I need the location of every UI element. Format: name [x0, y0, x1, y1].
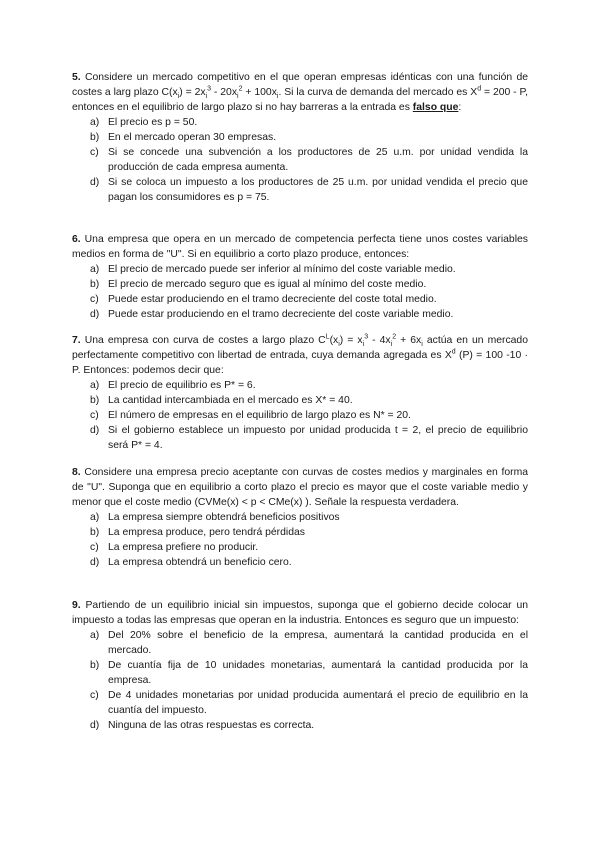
- question-7: [72, 333, 528, 453]
- option-item: [72, 307, 528, 322]
- option-item: [72, 378, 528, 393]
- question-9: [72, 598, 528, 733]
- option-text: El precio es p = 50.: [108, 117, 198, 128]
- option-text: Si se concede una subvención a los productores de 25 u.m. por unidad vendida la producción de cada empresa aumenta.: [108, 147, 528, 173]
- option-item: [72, 408, 528, 423]
- option-letter: d): [90, 177, 100, 188]
- question-6-stem: 6. Una empresa que opera en un mercado de competencia perfecta tiene unos costes variables medios en forma de "U". Si en equilibrio a corto plazo produce, entonces:: [72, 234, 528, 260]
- option-text: En el mercado operan 30 empresas.: [108, 132, 277, 143]
- question-number: 8.: [72, 467, 81, 478]
- option-text: Puede estar produciendo en el tramo decreciente del coste total medio.: [108, 294, 437, 305]
- option-item: [72, 277, 528, 292]
- question-number: 9.: [72, 600, 81, 611]
- option-item: [72, 292, 528, 307]
- option-item: [72, 393, 528, 408]
- option-letter: d): [90, 425, 100, 436]
- option-item: [72, 262, 528, 277]
- question-5: [72, 70, 528, 205]
- option-text: Si se coloca un impuesto a los productores de 25 u.m. por unidad vendida el precio que pagan los consumidores es p = 75.: [108, 177, 528, 203]
- falso-que-emphasis: falso que: [412, 102, 459, 113]
- question-5-options: [72, 115, 528, 205]
- question-number: 7.: [72, 335, 81, 346]
- option-text: Puede estar produciendo en el tramo decreciente del coste variable medio.: [108, 309, 454, 320]
- option-text: El precio de equilibrio es P* = 6.: [108, 380, 256, 391]
- option-letter: d): [90, 309, 100, 320]
- option-text: La empresa obtendrá un beneficio cero.: [108, 557, 292, 568]
- option-item: [72, 130, 528, 145]
- option-item: [72, 115, 528, 130]
- option-text: La empresa prefiere no producir.: [108, 542, 259, 553]
- option-item: [72, 718, 528, 733]
- option-text: La empresa produce, pero tendrá pérdidas: [108, 527, 305, 538]
- option-item: [72, 175, 528, 205]
- question-9-stem: 9. Partiendo de un equilibrio inicial sin impuestos, suponga que el gobierno decide colocar un impuesto a todas las empresas que operan en la industria. Entonces es seguro que un impuesto:: [72, 600, 528, 626]
- question-6-options: [72, 262, 528, 322]
- option-letter: a): [90, 264, 100, 275]
- option-item: [72, 688, 528, 718]
- option-item: [72, 658, 528, 688]
- option-letter: d): [90, 720, 100, 731]
- option-letter: c): [90, 410, 99, 421]
- option-item: [72, 555, 528, 570]
- question-5-stem: 5. Considere un mercado competitivo en el que operan empresas idénticas con una función de costes a larg plazo $C(x_i) = 2x_i^3 - 20x_i^2 + 100x_i$. Si la curva de demanda del mercado es $X^d = 200 - P$, entonces en el equilibrio de largo plazo si no hay barreras a la entrada es falso que:: [72, 72, 529, 113]
- option-text: De 4 unidades monetarias por unidad producida aumentará el precio de equilibrio en la cuantía del impuesto.: [108, 690, 528, 716]
- question-number: 6.: [72, 234, 81, 245]
- option-text: Ninguna de las otras respuestas es correcta.: [108, 720, 315, 731]
- option-letter: c): [90, 542, 99, 553]
- question-8: [72, 465, 528, 570]
- option-item: [72, 540, 528, 555]
- question-6: [72, 232, 528, 322]
- question-8-options: [72, 510, 528, 570]
- option-letter: b): [90, 395, 100, 406]
- question-7-stem: 7. Una empresa con curva de costes a largo plazo $C^L(x_i) = x_i^3 - 4x_i^2 + 6x_i$ actúa en un mercado perfectamente competitivo con libertad de entrada, cuya demanda agregada es $X^d$ (P) = 100 -10 · P. Entonces: podemos decir que:: [72, 333, 528, 376]
- option-text: El número de empresas en el equilibrio de largo plazo es N* = 20.: [108, 410, 411, 421]
- option-letter: d): [90, 557, 100, 568]
- question-7-options: [72, 378, 528, 453]
- option-item: [72, 525, 528, 540]
- option-letter: b): [90, 660, 100, 671]
- option-text: De cuantía fija de 10 unidades monetarias, aumentará la cantidad producida por la empresa.: [108, 660, 528, 686]
- option-letter: b): [90, 132, 100, 143]
- option-text: Si el gobierno establece un impuesto por unidad producida t = 2, el precio de equilibrio será P* = 4.: [108, 425, 528, 451]
- question-8-stem: 8. Considere una empresa precio aceptante con curvas de costes medios y marginales en forma de "U". Suponga que en equilibrio a corto plazo el precio es mayor que el coste variable medio y menor que el coste medio (CVMe(x) < p < CMe(x) ). Señale la respuesta verdadera.: [72, 467, 529, 508]
- option-item: [72, 145, 528, 175]
- option-letter: a): [90, 380, 100, 391]
- option-letter: c): [90, 294, 99, 305]
- option-text: La empresa siempre obtendrá beneficios positivos: [108, 512, 340, 523]
- question-number: 5.: [72, 72, 81, 83]
- question-9-options: [72, 628, 528, 733]
- option-letter: a): [90, 117, 100, 128]
- option-letter: c): [90, 690, 99, 701]
- option-text: El precio de mercado puede ser inferior al mínimo del coste variable medio.: [108, 264, 456, 275]
- option-letter: b): [90, 279, 100, 290]
- option-letter: a): [90, 512, 100, 523]
- option-letter: b): [90, 527, 100, 538]
- option-letter: a): [90, 630, 100, 641]
- option-text: Del 20% sobre el beneficio de la empresa, aumentará la cantidad producida en el mercado.: [108, 630, 528, 656]
- option-item: [72, 423, 528, 453]
- option-item: [72, 628, 528, 658]
- option-item: [72, 510, 528, 525]
- option-text: El precio de mercado seguro que es igual al mínimo del coste medio.: [108, 279, 427, 290]
- option-text: La cantidad intercambiada en el mercado es X* = 40.: [108, 395, 353, 406]
- option-letter: c): [90, 147, 99, 158]
